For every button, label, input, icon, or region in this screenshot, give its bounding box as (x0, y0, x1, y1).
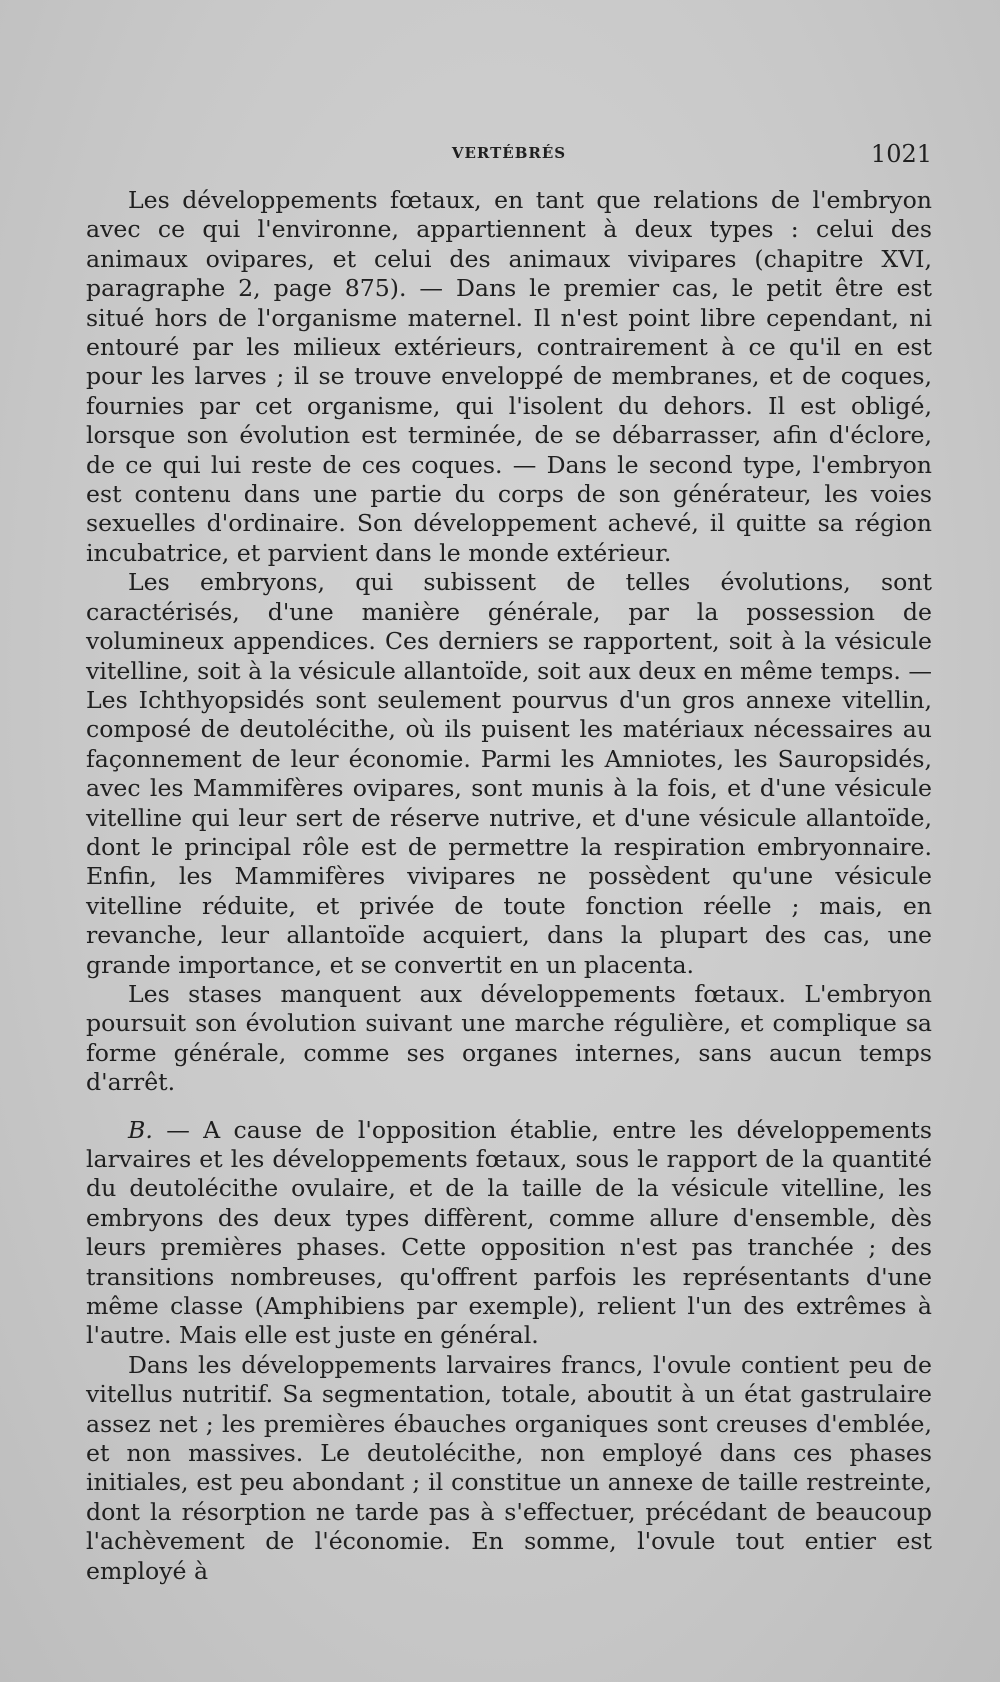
page-number: 1021 (870, 140, 932, 168)
paragraph-5-text: Dans les développements larvaires francs, l'ovule contient peu de vitellus nutritif. Sa segmentation, totale, aboutit à un état gastrulaire assez net ; les premières ébauches organiques sont creuses d'emblée, et non massives. Le deutolécithe, non employé dans ces phases initiales, est peu abondant ; il constitue un annexe de taille restreinte, dont la résorption ne tarde pas à s'effectuer, précédant de beaucoup l'achèvement de l'économie. En somme, l'ovule tout entier est employé à (86, 1350, 932, 1585)
paragraph-2 (86, 568, 932, 980)
paragraph-1-text: Les développements fœtaux, en tant que relations de l'embryon avec ce qui l'environne, appartiennent à deux types : celui des animaux ovipares, et celui des animaux vivipares (chapitre XVI, paragraphe 2, page 875). — Dans le premier cas, le petit être est situé hors de l'organisme maternel. Il n'est point libre cependant, ni entouré par les milieux extérieurs, contrairement à ce qu'il en est pour les larves ; il se trouve enveloppé de membranes, et de coques, fournies par cet organisme, qui l'isolent du dehors. Il est obligé, lorsque son évolution est terminée, de se débarrasser, afin d'éclore, de ce qui lui reste de ces coques. — Dans le second type, l'embryon est contenu dans une partie du corps de son générateur, les voies sexuelles d'ordinaire. Son développement achevé, il quitte sa région incubatrice, et parvient dans le monde extérieur. (86, 186, 932, 567)
paragraph-3 (86, 980, 932, 1098)
body-text (86, 186, 932, 1586)
paragraph-4-text: — A cause de l'opposition établie, entre les développements larvaires et les développements fœtaux, sous le rapport de la quantité du deutolécithe ovulaire, et de la taille de la vésicule vitelline, les embryons des deux types diffèrent, comme allure d'ensemble, dès leurs premières phases. Cette opposition n'est pas tranchée ; des transitions nombreuses, qu'offrent parfois les représentants d'une même classe (Amphibiens par exemple), relient l'un des extrêmes à l'autre. Mais elle est juste en général. (86, 1115, 932, 1350)
paragraph-5 (86, 1351, 932, 1586)
running-title: VERTÉBRÉS (451, 144, 567, 162)
running-head (86, 140, 932, 174)
paragraph-4 (86, 1116, 932, 1351)
paragraph-1 (86, 186, 932, 568)
paragraph-3-text: Les stases manquent aux développements fœtaux. L'embryon poursuit son évolution suivant une marche régulière, et complique sa forme générale, comme ses organes internes, sans aucun temps d'arrêt. (86, 979, 932, 1097)
paragraph-2-text: Les embryons, qui subissent de telles évolutions, sont caractérisés, d'une manière générale, par la possession de volumineux appendices. Ces derniers se rapportent, soit à la vésicule vitelline, soit à la vésicule allantoïde, soit aux deux en même temps. — Les Ichthyopsidés sont seulement pourvus d'un gros annexe vitellin, composé de deutolécithe, où ils puisent les matériaux nécessaires au façonnement de leur économie. Parmi les Amniotes, les Sauropsidés, avec les Mammifères ovipares, sont munis à la fois, et d'une vésicule vitelline qui leur sert de réserve nutrive, et d'une vésicule allantoïde, dont le principal rôle est de permettre la respiration embryonnaire. Enfin, les Mammifères vivipares ne possèdent qu'une vésicule vitelline réduite, et privée de toute fonction réelle ; mais, en revanche, leur allantoïde acquiert, dans la plupart des cas, une grande importance, et se convertit en un placenta. (86, 568, 932, 979)
section-marker: B. (128, 1115, 153, 1144)
